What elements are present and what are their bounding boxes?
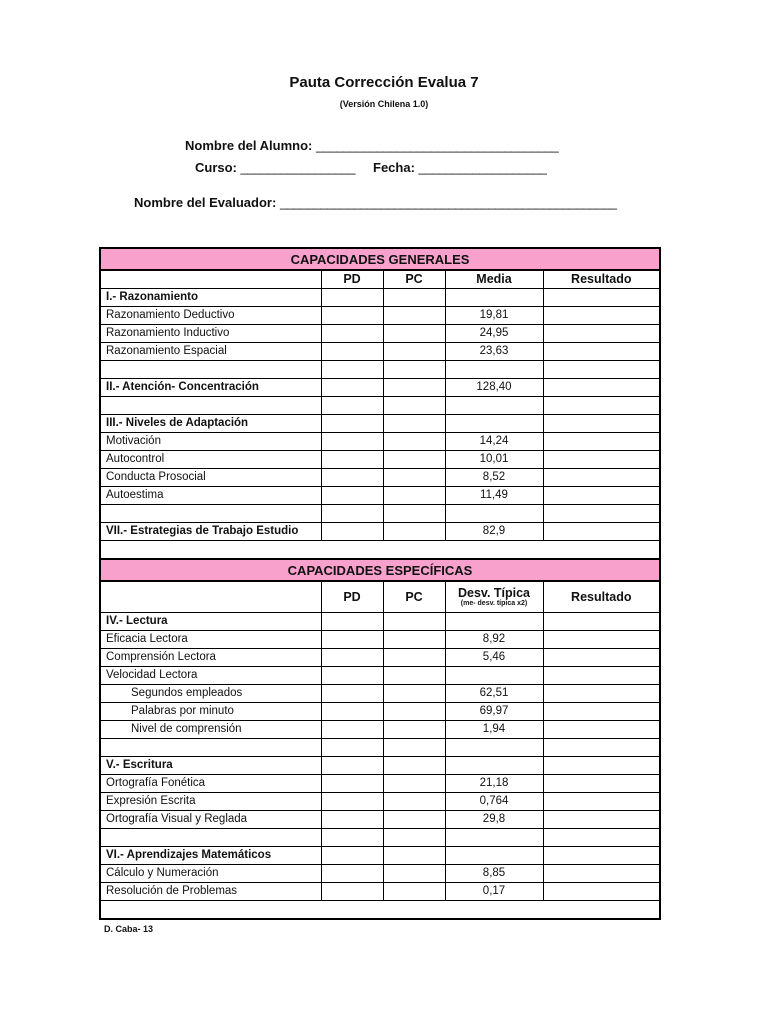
resultado-cell[interactable]	[543, 469, 660, 487]
row-label: Eficacia Lectora	[100, 631, 321, 649]
pd-cell[interactable]	[321, 433, 383, 451]
pd-cell[interactable]	[321, 811, 383, 829]
resultado-cell[interactable]	[543, 325, 660, 343]
row-label: Razonamiento Espacial	[100, 343, 321, 361]
resultado-cell[interactable]	[543, 451, 660, 469]
row-label: Velocidad Lectora	[100, 667, 321, 685]
pc-cell[interactable]	[383, 469, 445, 487]
desv-value: 0,764	[445, 793, 543, 811]
table-row	[100, 865, 660, 883]
table-row	[100, 667, 660, 685]
empty-row	[100, 901, 660, 920]
correction-table	[99, 247, 661, 920]
general-column-headers	[100, 270, 660, 289]
pc-cell[interactable]	[383, 343, 445, 361]
table-row	[100, 307, 660, 325]
media-value: 128,40	[445, 379, 543, 397]
empty-row	[100, 541, 660, 560]
row-label: Expresión Escrita	[100, 793, 321, 811]
empty-row	[100, 505, 660, 523]
page-subtitle: (Versión Chilena 1.0)	[339, 99, 429, 109]
row-label: Autoestima	[100, 487, 321, 505]
resultado-cell[interactable]	[543, 775, 660, 793]
resultado-cell[interactable]	[543, 343, 660, 361]
pd-cell[interactable]	[321, 451, 383, 469]
pc-cell[interactable]	[383, 703, 445, 721]
pc-cell[interactable]	[383, 307, 445, 325]
table-row	[100, 487, 660, 505]
desv-value: 69,97	[445, 703, 543, 721]
section-razonamiento: I.- Razonamiento	[100, 289, 321, 307]
desv-value: 5,46	[445, 649, 543, 667]
section-matematicos: VI.- Aprendizajes Matemáticos	[100, 847, 321, 865]
table-row	[100, 847, 660, 865]
table-row	[100, 685, 660, 703]
pd-cell[interactable]	[321, 307, 383, 325]
col-pd: PD	[321, 581, 383, 613]
resultado-cell[interactable]	[543, 631, 660, 649]
resultado-cell[interactable]	[543, 811, 660, 829]
date-label: Fecha:	[373, 160, 415, 175]
table-row	[100, 451, 660, 469]
pd-cell[interactable]	[321, 703, 383, 721]
pc-cell[interactable]	[383, 433, 445, 451]
section-lectura: IV.- Lectura	[100, 613, 321, 631]
col-pc: PC	[383, 270, 445, 289]
pc-cell[interactable]	[383, 865, 445, 883]
pc-cell[interactable]	[383, 685, 445, 703]
desv-value: 62,51	[445, 685, 543, 703]
specific-column-headers	[100, 581, 660, 613]
student-name-blank[interactable]: ____________________________________	[315, 138, 559, 153]
course-label: Curso:	[195, 160, 237, 175]
desv-value: 1,94	[445, 721, 543, 739]
table-row	[100, 343, 660, 361]
col-pc: PC	[383, 581, 445, 613]
resultado-cell[interactable]	[543, 883, 660, 901]
course-date-fields	[195, 160, 546, 175]
pc-cell[interactable]	[383, 487, 445, 505]
col-desv-label: Desv. Típica	[457, 586, 531, 600]
date-blank[interactable]: ___________________	[418, 160, 547, 175]
desv-value: 8,85	[445, 865, 543, 883]
pc-cell[interactable]	[383, 721, 445, 739]
resultado-cell[interactable]	[543, 865, 660, 883]
row-label: Palabras por minuto	[100, 703, 321, 721]
desv-value: 29,8	[445, 811, 543, 829]
col-resultado: Resultado	[543, 581, 660, 613]
resultado-cell[interactable]	[543, 487, 660, 505]
table-row	[100, 775, 660, 793]
pd-cell[interactable]	[321, 865, 383, 883]
table-row	[100, 703, 660, 721]
pc-cell[interactable]	[383, 883, 445, 901]
media-value: 14,24	[445, 433, 543, 451]
row-label: Comprensión Lectora	[100, 649, 321, 667]
resultado-cell[interactable]	[543, 433, 660, 451]
pd-cell[interactable]	[321, 721, 383, 739]
footer-credit: D. Caba- 13	[104, 924, 154, 934]
table-row	[100, 757, 660, 775]
media-value: 11,49	[445, 487, 543, 505]
media-value: 24,95	[445, 325, 543, 343]
row-label: Razonamiento Deductivo	[100, 307, 321, 325]
general-capacities-title: CAPACIDADES GENERALES	[100, 248, 660, 270]
table-row	[100, 325, 660, 343]
resultado-cell[interactable]	[543, 793, 660, 811]
col-pd: PD	[321, 270, 383, 289]
empty-row	[100, 829, 660, 847]
pc-cell[interactable]	[383, 775, 445, 793]
row-label: Razonamiento Inductivo	[100, 325, 321, 343]
col-resultado: Resultado	[543, 270, 660, 289]
col-desv-tipica	[445, 581, 543, 613]
pd-cell[interactable]	[321, 793, 383, 811]
media-value: 8,52	[445, 469, 543, 487]
pd-cell[interactable]	[321, 469, 383, 487]
student-name-field[interactable]	[185, 138, 558, 153]
student-name-label: Nombre del Alumno:	[185, 138, 313, 153]
specific-capacities-header	[100, 559, 660, 581]
row-label: Nivel de comprensión	[100, 721, 321, 739]
pd-cell[interactable]	[321, 343, 383, 361]
table-row	[100, 631, 660, 649]
row-label: Resolución de Problemas	[100, 883, 321, 901]
pc-cell[interactable]	[383, 379, 445, 397]
pc-cell[interactable]	[383, 523, 445, 541]
table-row	[100, 649, 660, 667]
desv-value: 8,92	[445, 631, 543, 649]
section-escritura: V.- Escritura	[100, 757, 321, 775]
resultado-cell[interactable]	[543, 523, 660, 541]
table-row	[100, 811, 660, 829]
desv-value: 21,18	[445, 775, 543, 793]
empty-row	[100, 361, 660, 379]
evaluator-name-blank[interactable]: __________________________________________________	[279, 195, 617, 210]
table-row	[100, 289, 660, 307]
row-label: Motivación	[100, 433, 321, 451]
pc-cell[interactable]	[383, 451, 445, 469]
section-atencion: II.- Atención- Concentración	[100, 379, 321, 397]
table-row	[100, 379, 660, 397]
col-media: Media	[445, 270, 543, 289]
row-label: Ortografía Fonética	[100, 775, 321, 793]
pc-cell[interactable]	[383, 793, 445, 811]
pd-cell[interactable]	[321, 775, 383, 793]
table-row	[100, 433, 660, 451]
media-value: 82,9	[445, 523, 543, 541]
pd-cell[interactable]	[321, 379, 383, 397]
row-label: Segundos empleados	[100, 685, 321, 703]
evaluator-name-label: Nombre del Evaluador:	[134, 195, 277, 210]
evaluator-name-field[interactable]	[134, 195, 616, 210]
pd-cell[interactable]	[321, 523, 383, 541]
table-row	[100, 883, 660, 901]
page-title: Pauta Corrección Evalua 7	[289, 74, 479, 91]
course-blank[interactable]: _________________	[240, 160, 355, 175]
pc-cell[interactable]	[383, 325, 445, 343]
empty-row	[100, 739, 660, 757]
pc-cell[interactable]	[383, 811, 445, 829]
resultado-cell[interactable]	[543, 685, 660, 703]
table-row	[100, 613, 660, 631]
specific-capacities-title: CAPACIDADES ESPECÍFICAS	[100, 559, 660, 581]
pc-cell[interactable]	[383, 649, 445, 667]
resultado-cell[interactable]	[543, 649, 660, 667]
pd-cell[interactable]	[321, 685, 383, 703]
media-value: 10,01	[445, 451, 543, 469]
row-label: Conducta Prosocial	[100, 469, 321, 487]
table-row	[100, 469, 660, 487]
empty-row	[100, 397, 660, 415]
table-row	[100, 415, 660, 433]
table-row	[100, 793, 660, 811]
pd-cell[interactable]	[321, 325, 383, 343]
section-estrategias: VII.- Estrategias de Trabajo Estudio	[100, 523, 321, 541]
general-capacities-header	[100, 248, 660, 270]
row-label: Autocontrol	[100, 451, 321, 469]
table-row	[100, 523, 660, 541]
media-value: 23,63	[445, 343, 543, 361]
col-desv-note: (me- desv. típica x2)	[460, 600, 528, 607]
pc-cell[interactable]	[383, 631, 445, 649]
section-adaptacion: III.- Niveles de Adaptación	[100, 415, 321, 433]
pd-cell[interactable]	[321, 631, 383, 649]
row-label: Ortografía Visual y Reglada	[100, 811, 321, 829]
pd-cell[interactable]	[321, 649, 383, 667]
resultado-cell[interactable]	[543, 721, 660, 739]
resultado-cell[interactable]	[543, 307, 660, 325]
row-label: Cálculo y Numeración	[100, 865, 321, 883]
desv-value: 0,17	[445, 883, 543, 901]
media-value: 19,81	[445, 307, 543, 325]
resultado-cell[interactable]	[543, 703, 660, 721]
resultado-cell[interactable]	[543, 379, 660, 397]
table-row	[100, 721, 660, 739]
pd-cell[interactable]	[321, 487, 383, 505]
pd-cell[interactable]	[321, 883, 383, 901]
